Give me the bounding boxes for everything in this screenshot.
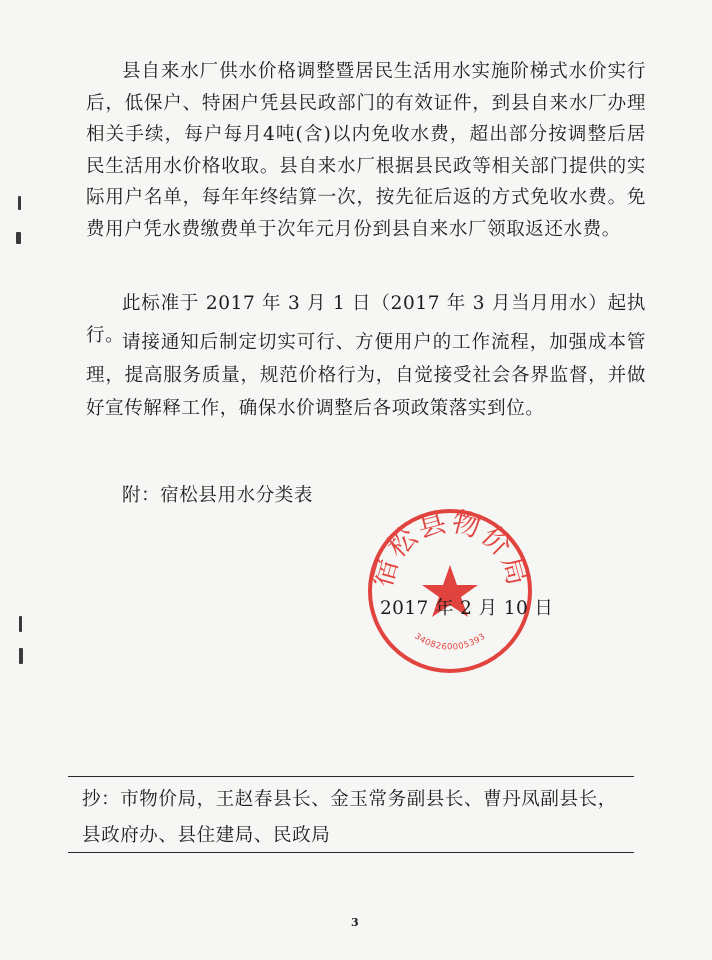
seal-name-text: 宿松县物价局 <box>365 505 535 591</box>
scan-artifact <box>19 648 23 664</box>
cc-top-rule <box>68 776 634 777</box>
seal-code-text: 3408260005393 <box>412 631 488 653</box>
page-number: 3 <box>351 916 359 929</box>
official-seal <box>364 505 536 677</box>
cc-line-1: 抄：市物价局，王赵春县长、金玉常务副县长、曹丹凤副县长， <box>82 789 617 810</box>
cc-line-2: 县政府办、县住建局、民政局 <box>82 825 331 846</box>
scan-artifact <box>16 232 21 244</box>
body-paragraph-3: 请接通知后制定切实可行、方便用户的工作流程，加强成本管理，提高服务质量，规范价格行为，自觉接受社会各界监督，并做好宣传解释工作，确保水价调整后各项政策落实到位。 <box>86 332 646 419</box>
body-paragraph-2: 此标准于 2017 年 3 月 1 日（2017 年 3 月当月用水）起执行。 <box>86 293 646 346</box>
cc-list <box>82 782 642 854</box>
issue-date: 2017 年 2 月 10 日 <box>380 598 554 619</box>
cc-bottom-rule <box>68 852 634 853</box>
attachment-note: 附：宿松县用水分类表 <box>122 485 314 506</box>
scan-artifact <box>18 196 21 210</box>
scan-artifact <box>19 616 22 632</box>
body-paragraph-1: 县自来水厂供水价格调整暨居民生活用水实施阶梯式水价实行后，低保户、特困户凭县民政部门的有效证件，到县自来水厂办理相关手续，每户每月4吨(含)以内免收水费，超出部分按调整后居民生活用水价格收取。县自来水厂根据县民政等相关部门提供的实际用户名单，每年年终结算一次，按先征后返的方式免收水费。免费用户凭水费缴费单于次年元月份到县自来水厂领取返还水费。 <box>86 61 646 240</box>
